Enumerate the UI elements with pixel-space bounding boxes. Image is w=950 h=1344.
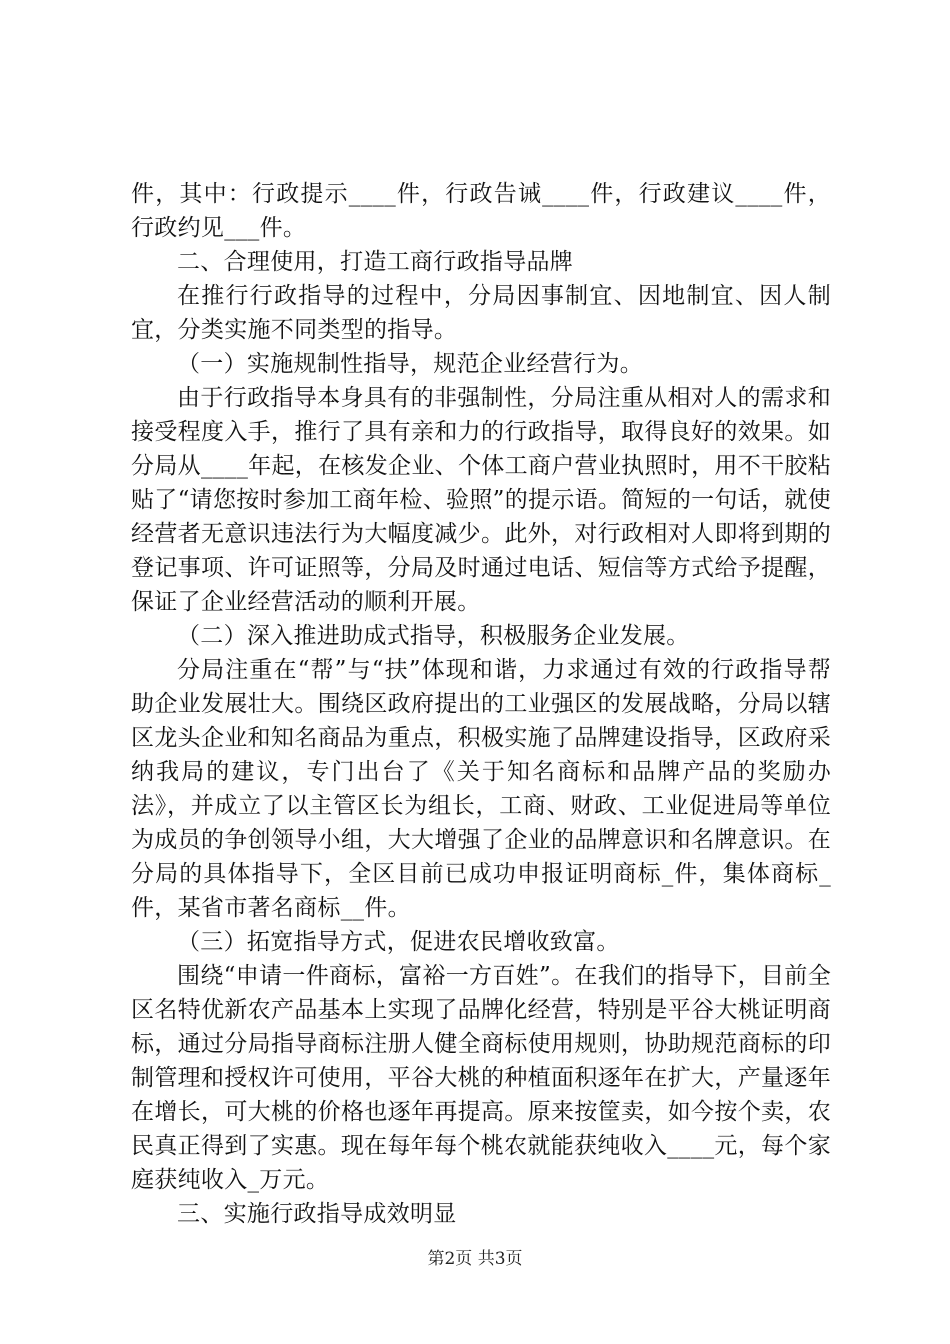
subheading-2: （二）深入推进助成式指导，积极服务企业发展。 <box>177 623 690 649</box>
page-number-footer: 第2页 共3页 <box>427 1249 523 1269</box>
paragraph-9: 围绕“申请一件商标，富裕一方百姓”。在我们的指导下，目前全区名特优新农产品基本上实现了品牌化经营，特别是平谷大桃证明商标，通过分局指导商标注册人健全商标使用规则，协助规范商标的印制管理和授权许可使用，平谷大桃的种植面积逐年在扩大，产量逐年在增长，可大桃的价格也逐年再提高。原来按筐卖，如今按个卖，农民真正得到了实惠。现在每年每个桃农就能获纯收入____元，每个家庭获纯收入_万元。 <box>131 963 831 1193</box>
section-heading-2: 二、合理使用，打造工商行政指导品牌 <box>177 249 574 275</box>
subheading-1: （一）实施规制性指导，规范企业经营行为。 <box>177 351 643 377</box>
paragraph-7: 分局注重在“帮”与“扶”体现和谐，力求通过有效的行政指导帮助企业发展壮大。围绕区政府提出的工业强区的发展战略，分局以辖区龙头企业和知名商品为重点，积极实施了品牌建设指导，区政府采纳我局的建议，专门出台了《关于知名商标和品牌产品的奖励办法》，并成立了以主管区长为组长，工商、财政、工业促进局等单位为成员的争创领导小组，大大增强了企业的品牌意识和名牌意识。在分局的具体指导下，全区目前已成功申报证明商标_件，集体商标_件，某省市著名商标__件。 <box>131 657 831 921</box>
section-heading-3: 三、实施行政指导成效明显 <box>177 1201 457 1227</box>
paragraph-1: 件，其中：行政提示____件，行政告诫____件，行政建议____件，行政约见___件。 <box>131 181 831 241</box>
paragraph-5: 由于行政指导本身具有的非强制性，分局注重从相对人的需求和接受程度入手，推行了具有亲和力的行政指导，取得良好的效果。如分局从____年起，在核发企业、个体工商户营业执照时，用不干胶粘贴了“请您按时参加工商年检、验照”的提示语。简短的一句话，就使经营者无意识违法行为大幅度减少。此外，对行政相对人即将到期的登记事项、许可证照等，分局及时通过电话、短信等方式给予提醒，保证了企业经营活动的顺利开展。 <box>131 385 831 615</box>
document-body <box>131 177 831 1231</box>
subheading-3: （三）拓宽指导方式，促进农民增收致富。 <box>177 929 620 955</box>
paragraph-3: 在推行行政指导的过程中，分局因事制宜、因地制宜、因人制宜，分类实施不同类型的指导。 <box>131 283 831 343</box>
